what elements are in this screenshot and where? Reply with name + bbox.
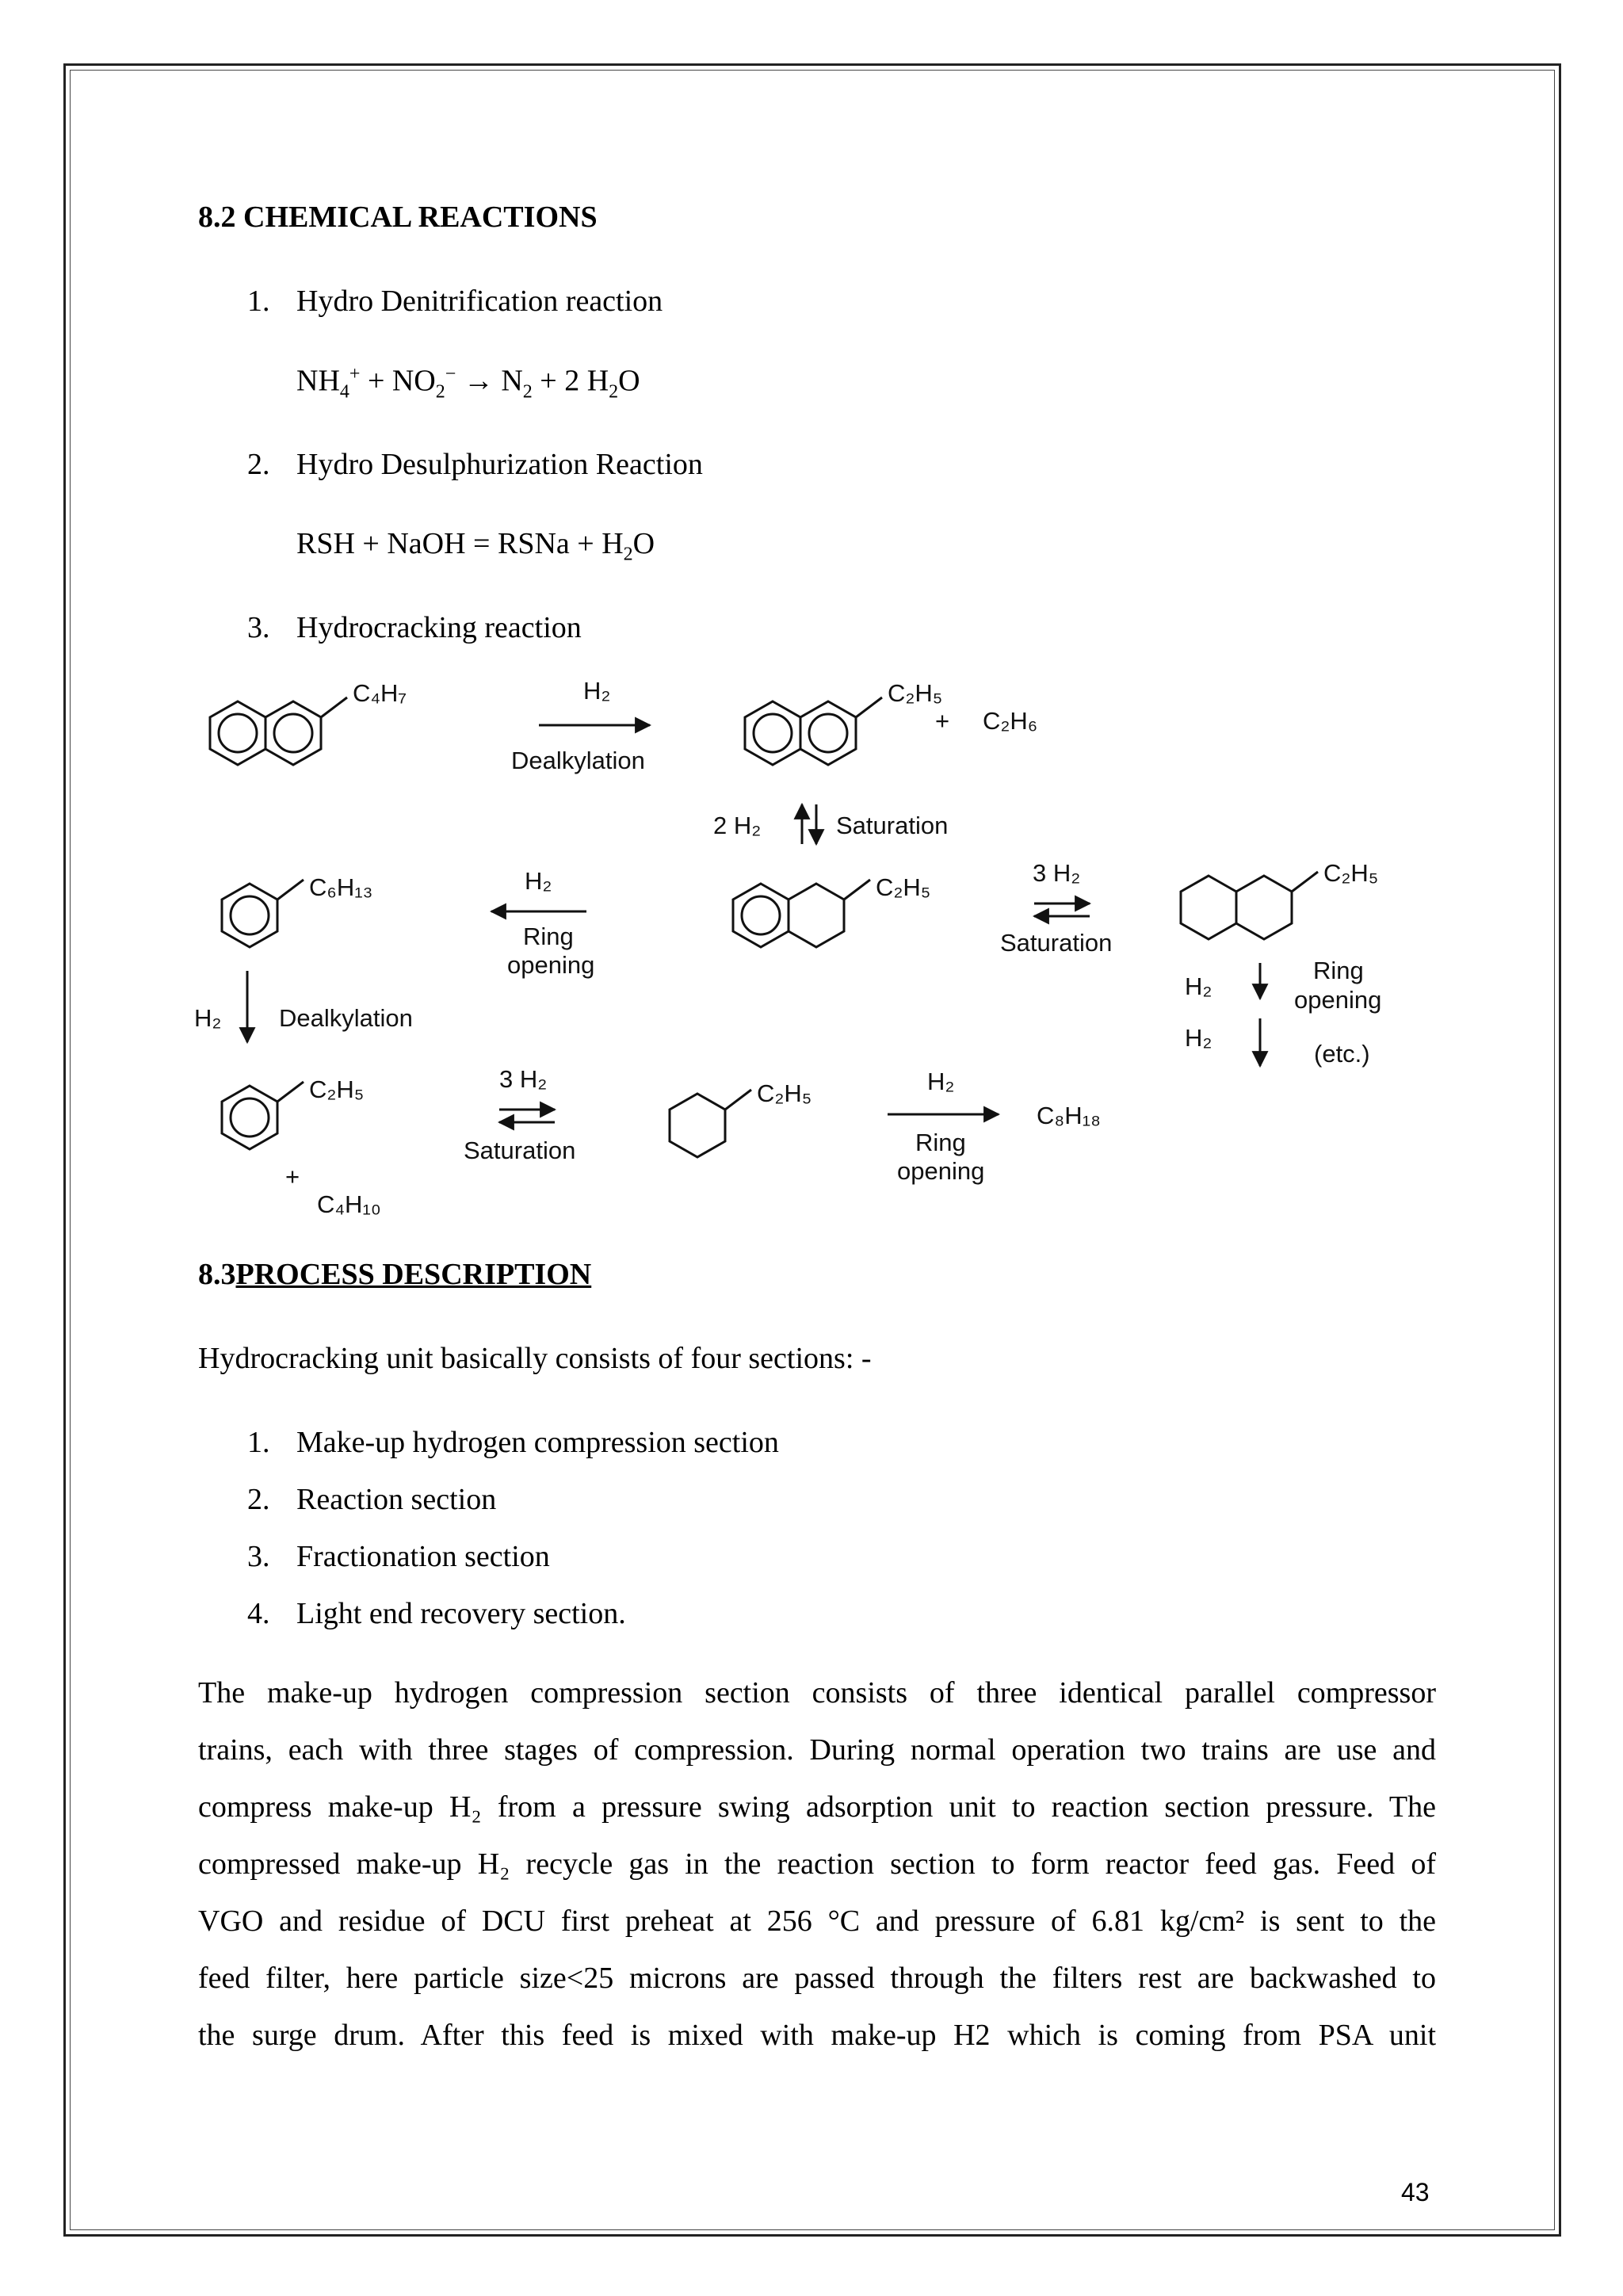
reaction-item-3 xyxy=(247,610,582,647)
list-number: 1. xyxy=(247,1426,270,1459)
decalin-c2h5-structure xyxy=(1181,872,1318,939)
label-c2h5: C₂H₅ xyxy=(876,873,931,901)
label-ring: Ring xyxy=(915,1129,966,1156)
list-text: Light end recovery section. xyxy=(296,1597,626,1630)
label-dealkylation: Dealkylation xyxy=(511,747,645,774)
list-number: 3. xyxy=(247,611,270,644)
label-c2h5: C₂H₅ xyxy=(888,679,943,707)
section-heading-8-2: 8.2 CHEMICAL REACTIONS xyxy=(198,201,598,234)
list-text: Fractionation section xyxy=(296,1540,550,1573)
list-number: 2. xyxy=(247,1483,270,1516)
label-c2h6: C₂H₆ xyxy=(983,707,1038,735)
process-description-paragraph xyxy=(198,1664,1436,2064)
label-opening: opening xyxy=(1294,986,1382,1014)
label-ring: Ring xyxy=(523,923,574,950)
label-c2h5: C₂H₅ xyxy=(757,1079,812,1107)
label-c2h5: C₂H₅ xyxy=(1323,859,1379,887)
paragraph-line: feed filter, here particle size<25 microns are passed through the filters rest are backwashed to xyxy=(198,1962,1436,1995)
label-2h2: 2 H₂ xyxy=(713,812,762,839)
reaction-item-1 xyxy=(247,284,663,320)
paragraph-line: The make-up hydrogen compression section consists of three identical parallel compressor xyxy=(198,1676,1436,1710)
section-heading-8-3 xyxy=(198,1257,591,1293)
paragraph-line: VGO and residue of DCU first preheat at 256 °C and pressure of 6.81 kg/cm² is sent to the xyxy=(198,1904,1436,1938)
label-saturation: Saturation xyxy=(464,1137,576,1164)
section-list-item-1 xyxy=(247,1425,779,1461)
label-c2h5: C₂H₅ xyxy=(309,1075,365,1103)
label-h2: H₂ xyxy=(525,867,552,895)
benzene-c2h5-structure xyxy=(222,1082,304,1149)
cyclohexane-c2h5-structure xyxy=(670,1090,751,1157)
label-plus: + xyxy=(285,1163,300,1190)
paragraph-line: compressed make-up H₂ recycle gas in the reaction section to form reactor feed gas. Feed of xyxy=(198,1847,1436,1881)
label-c4h10: C₄H₁₀ xyxy=(317,1190,381,1218)
label-c4h7: C₄H₇ xyxy=(353,679,407,707)
list-text: Make-up hydrogen compression section xyxy=(296,1426,779,1459)
equation-desulphurization: RSH + NaOH = RSNa + $H_2O$ xyxy=(296,527,655,565)
reaction-item-2 xyxy=(247,447,703,483)
label-opening: opening xyxy=(897,1157,985,1185)
label-etc: (etc.) xyxy=(1314,1040,1370,1068)
list-number: 2. xyxy=(247,448,270,481)
section-list-item-2 xyxy=(247,1482,496,1519)
label-h2: H₂ xyxy=(1185,972,1212,1000)
naphthalene-c2h5-structure xyxy=(745,697,882,765)
section-number: 8.3 xyxy=(198,1258,236,1291)
section-list-item-4 xyxy=(247,1596,626,1633)
label-c6h13: C₆H₁₃ xyxy=(309,873,373,901)
label-h2: H₂ xyxy=(927,1068,955,1095)
label-c8h18: C₈H₁₈ xyxy=(1037,1102,1101,1129)
label-saturation: Saturation xyxy=(1000,929,1113,957)
equation-denitrification: $NH_4^+ + NO_2^- \to N_2 + 2$ $H_2O$ xyxy=(296,364,640,403)
label-h2: H₂ xyxy=(1185,1024,1212,1052)
paragraph-line: compress make-up H₂ from a pressure swing adsorption unit to reaction section pressure. The xyxy=(198,1790,1436,1824)
label-h2: H₂ xyxy=(583,677,611,705)
label-ring: Ring xyxy=(1313,957,1364,984)
tetralin-c2h5-structure xyxy=(733,880,870,947)
paragraph-line: trains, each with three stages of compression. During normal operation two trains are use and xyxy=(198,1733,1436,1767)
label-h2: H₂ xyxy=(194,1004,222,1032)
paragraph-line: the surge drum. After this feed is mixed with make-up H2 which is coming from PSA unit xyxy=(198,2019,1436,2052)
list-number: 1. xyxy=(247,285,270,318)
section-title: PROCESS DESCRIPTION xyxy=(235,1258,592,1291)
reaction-name: Hydro Denitrification reaction xyxy=(296,285,663,318)
hydrocracking-scheme xyxy=(190,666,1458,1221)
list-number: 4. xyxy=(247,1597,270,1630)
label-3h2: 3 H₂ xyxy=(499,1065,548,1093)
benzene-c6h13-structure xyxy=(222,880,304,947)
naphthalene-c4h7-structure xyxy=(210,697,347,765)
reaction-name: Hydrocracking reaction xyxy=(296,611,582,644)
reaction-name: Hydro Desulphurization Reaction xyxy=(296,448,703,481)
label-3h2: 3 H₂ xyxy=(1033,859,1081,887)
label-opening: opening xyxy=(507,951,595,979)
page-number: 43 xyxy=(1401,2178,1430,2206)
section-list-item-3 xyxy=(247,1539,550,1576)
label-dealkylation: Dealkylation xyxy=(279,1004,413,1032)
list-text: Reaction section xyxy=(296,1483,497,1516)
label-plus: + xyxy=(935,707,950,735)
intro-text: Hydrocracking unit basically consists of four sections: - xyxy=(198,1342,872,1375)
label-saturation: Saturation xyxy=(836,812,949,839)
list-number: 3. xyxy=(247,1540,270,1573)
